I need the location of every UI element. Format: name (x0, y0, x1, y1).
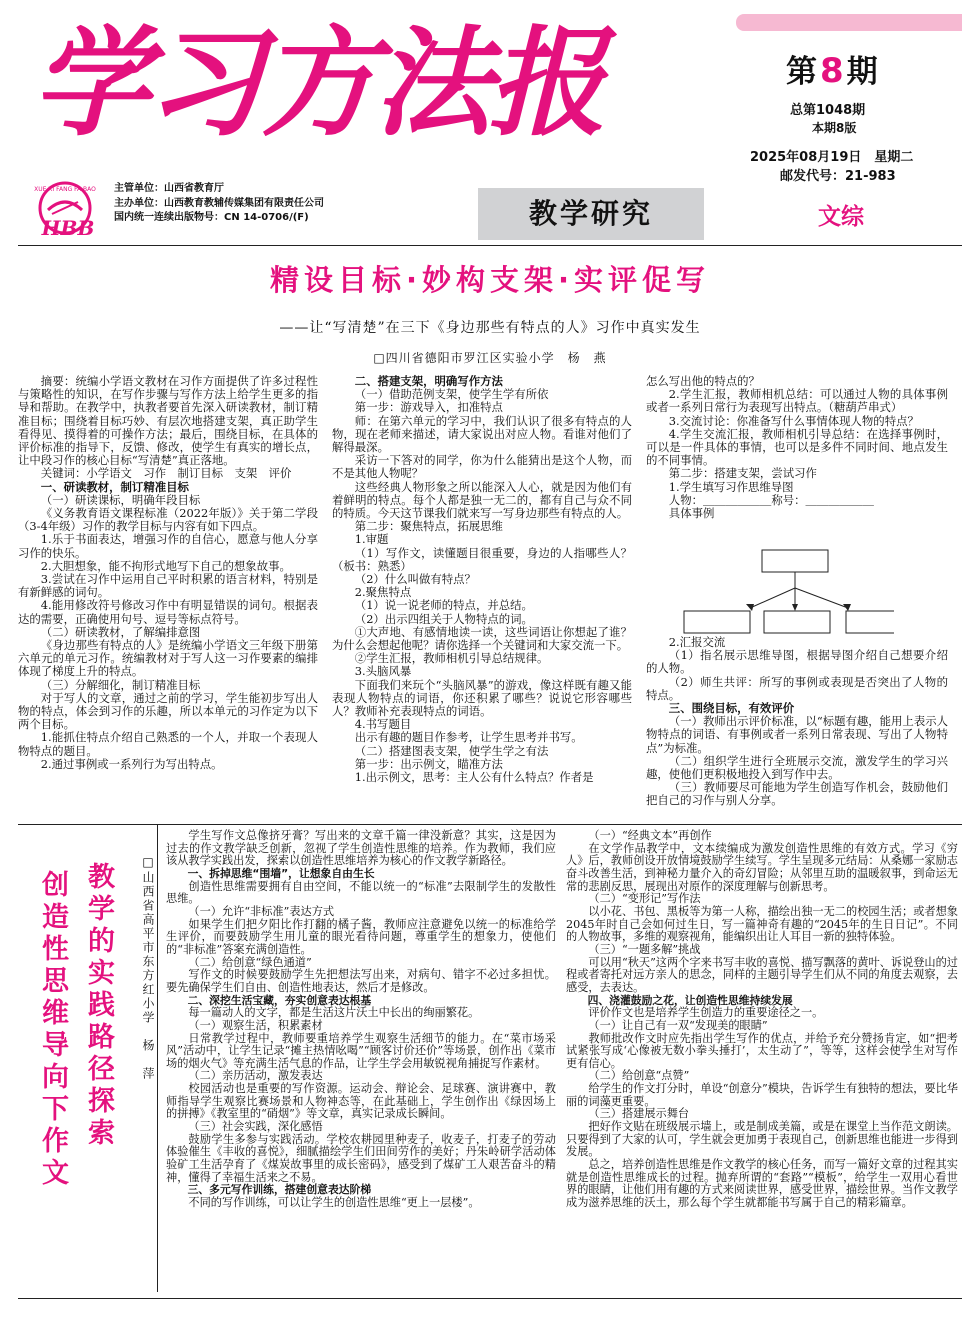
paragraph: （2）师生共评：所写的事例或表现是否突出了人物的特点。 (646, 674, 948, 702)
paragraph: 2.大胆想象，能不拘形式地写下自己的想象故事。 (40, 558, 291, 573)
paragraph: ②学生汇报，教师相机引导总结规律。 (354, 651, 549, 666)
paragraph: 把好作文贴在班级展示墙上，或是制成美篇，或是在课堂上当作范文朗读。只要得到了大家的认可，学生就会更加勇于表现自己，创新思维也能进一步得到发展。 (566, 1120, 958, 1159)
subject-label: 文综 (818, 204, 864, 230)
paragraph: （一）教师出示评价标准，以“标题有趣，能用上表示人物特点的词语、有事例或者一系列日常表现、写出了人物特点”为标准。 (646, 714, 948, 755)
paragraph: 三、围绕目标，有效评价 (668, 701, 795, 716)
paragraph: 一、拆掉思维“围墙”，让想象自由生长 (187, 866, 375, 880)
paragraph: 如果学生们把夕阳比作打翻的橘子酱，教师应注意避免以统一的标准给学生评价，而要鼓励学生用儿童的眼光看待问题，尊重学生的想象力，使他们的“非标准”答案充满创造性。 (166, 917, 556, 956)
paragraph: （二）组织学生进行全班展示交流，激发学生的学习兴趣，使他们更积极地投入到写作中去。 (646, 753, 948, 782)
paragraph: 第一步：游戏导入，扣准特点 (354, 400, 503, 415)
paragraph: 三、多元写作训练，搭建创意表达阶梯 (187, 1183, 372, 1197)
paragraph: 2.汇报交流 (668, 635, 726, 649)
paragraph: 1.出示例文，思考：主人公有什么特点？作者是 (354, 770, 594, 785)
postal-code: 邮发代号：21-983 (780, 169, 896, 184)
paragraph: 《义务教育语文课程标准（2022年版）》关于第二学段（3-4年级）习作的教学目标与内容有如下四点。 (18, 506, 318, 534)
paragraph: 摘要：统编小学语文教材在习作方面提供了许多过程性与策略性的知识，在写作步骤与写作方法上给学生更多的指导和帮助。在教学中，执教者要首先深入研读教材，制订精准目标；围绕着目标巧妙、有层次地搭建支架，真正助学生看得见、摸得着的可操作方法；最后，围绕目标，在具体的评价标准的指导下，反馈、修改，使学生有真实的增长点，让中段习作的核心目标“写清楚”真正落地。 (18, 374, 318, 468)
article1-column-3-top (646, 375, 948, 520)
paragraph: （1）指名展示思维导图，根据导图介绍自己想要介绍的人物。 (646, 648, 948, 676)
article2-title-part1: 教学的实践路径探索 (83, 862, 114, 1150)
paragraph: 第一步：出示例文，瞄准方法 (354, 756, 503, 771)
paragraph: 可以用“秋天”这两个字来书写丰收的喜悦、描写飘落的黄叶、诉说登山的过程或者寄托对远方亲人的思念，同样的主题引导学生们从不同的角度去观察，去感受，去表达。 (566, 955, 958, 994)
paragraph: （三）搭建展示舞台 (588, 1107, 690, 1121)
paragraph: （2）什么叫做有特点？ (354, 572, 476, 587)
article2-author: □山西省高平市东方红小学 杨 萍 (141, 855, 155, 1081)
paragraph: 写作文的时候要鼓励学生先把想法写出来，对病句、错字不必过多担忧。要先确保学生们自由、创造性地表达，然后才是修改。 (166, 968, 556, 994)
paragraph: 具体事例 (668, 506, 715, 521)
paragraph: 师：在第六单元的学习中，我们认识了很多有特点的人物，现在老师来描述，请大家说出对应人物。看谁对他们了解得最深。 (332, 413, 632, 455)
article1-column-2 (332, 375, 632, 784)
paragraph: （二）研读教材，了解编排意图 (40, 624, 201, 639)
mind-map-branch-box (764, 611, 830, 633)
paragraph: （三）社会实践，深化感悟 (188, 1120, 323, 1134)
paragraph: 4.学生交流汇报，教师相机引导总结：在选择事例时，可以是一件具体的事情，也可以是多件不同时间、地点发生的不同事情。 (646, 426, 948, 468)
paragraph: （三）“一题多解”挑战 (588, 942, 701, 956)
paragraph: 1.乐于书面表达，增强习作的自信心，愿意与他人分享习作的快乐。 (18, 532, 318, 560)
paragraph: 2.聚焦特点 (354, 585, 412, 600)
paragraph: 不同的写作训练，可以让学生的创造性思维“更上一层楼”。 (188, 1196, 480, 1210)
paragraph: （一）“经典文本”再创作 (588, 829, 712, 842)
header-divider (18, 245, 962, 246)
article1-subtitle: ——让“写清楚”在三下《身边那些有特点的人》习作中真实发生 (279, 320, 701, 336)
article1-title: 精设目标·妙构支架·实评促写 (269, 263, 711, 297)
paragraph: 第二步：聚焦特点，拓展思维 (354, 519, 503, 534)
paragraph: 这些经典人物形象之所以能深入人心，就是因为他们有着鲜明的特点。每个人都是独一无二的，都有自己与众不同的特质。今天这节课我们就来写一写身边那些有特点的人。 (332, 479, 632, 521)
paragraph: 出示有趣的题目作参考，让学生思考并书写。 (354, 730, 583, 745)
article1-column-1 (18, 375, 318, 771)
paragraph: 4.书写题目 (354, 717, 412, 732)
paragraph: （二）亲历活动，激发表达 (188, 1069, 323, 1083)
paragraph: 二、深挖生活宝藏，夯实创意表达根基 (187, 993, 372, 1007)
masthead-title: 学习方法报 (32, 14, 603, 152)
article2-column-1 (166, 830, 556, 1210)
paragraph: 《身边那些有特点的人》是统编小学语文三年级下册第六单元的单元习作。统编教材对于写人这一习作要素的编排体现了梯度上升的特点。 (18, 638, 318, 679)
issue-number: 第8期 (786, 51, 878, 91)
paragraph: （三）教师要尽可能地为学生创造写作机会，鼓励他们把自己的习作与别人分享。 (646, 780, 948, 808)
paragraph: 1.审题 (354, 532, 389, 547)
publisher-line: 国内统一连续出版物号：CN 14-0706/(F) (114, 212, 309, 223)
paragraph: 4.能用修改符号修改习作中有明显错误的词句。根据表达的需要，正确使用句号、逗号等标点符号。 (18, 598, 318, 626)
paragraph: （二）给创意“点赞” (588, 1069, 690, 1083)
paragraph: 鼓励学生多参与实践活动。学校农耕园里种麦子，收麦子，打麦子的劳动体验催生《丰收的喜悦》，细腻描绘学生们田间劳作的美好；丹朱岭研学活动体验矿工生活孕育了《煤炭故事里的成长密码》，感受到了煤矿工人艰苦奋斗的精神，懂得了幸福生活来之不易。 (166, 1132, 556, 1184)
mind-map-branch-box (846, 611, 894, 633)
paragraph: 3.交流讨论：你准备写什么事情体现人物的特点？ (668, 413, 919, 428)
paragraph: 2.通过事例或一系列行为写出特点。 (40, 756, 223, 771)
paragraph: （一）借助范例支架，使学生学有所依 (354, 387, 549, 402)
newspaper-logo (20, 180, 110, 238)
logo-arc-text: XUE XI FANG FA BAO (34, 186, 96, 193)
paragraph: （二）搭建图表支架，使学生学之有法 (354, 743, 549, 758)
paragraph: （二）“变形记”写作法 (588, 892, 701, 906)
paragraph: 一、研读教材，制订精准目标 (40, 479, 189, 494)
paragraph: 3.尝试在习作中运用自己平时积累的语言材料，特别是有新鲜感的词句。 (18, 572, 318, 600)
paragraph: （一）让自己有一双“发现美的眼睛” (588, 1018, 768, 1032)
paragraph: （1）说一说老师的特点，并总结。 (354, 598, 533, 613)
paragraph: 学生写作文总像挤牙膏？写出来的文章千篇一律没新意？其实，这是因为过去的作文教学缺乏创新，忽视了学生创造性思维的培养。作为教师，我们应该从教学实践出发，探索以创造性思维培养为核心的作文教学新路径。 (166, 829, 556, 868)
paragraph: （一）观察生活，积累素材 (188, 1018, 323, 1032)
paragraph: 人物：＿＿＿＿＿＿称号：＿＿＿＿＿＿ (668, 492, 874, 507)
paragraph: 评价作文也是培养学生创造力的重要途径之一。 (588, 1006, 824, 1020)
paragraph: 1.学生填写习作思维导图 (668, 479, 794, 494)
section-name: 教学研究 (478, 188, 704, 240)
footer-divider (18, 1298, 962, 1299)
article1-author: □四川省德阳市罗江区实验小学 杨 燕 (373, 351, 607, 365)
publisher-line: 主办单位：山西教育教辅传媒集团有限责任公司 (114, 197, 324, 209)
paragraph: （二）给创意“绿色通道” (188, 955, 312, 969)
issue-date: 2025年08月19日 星期二 (750, 150, 914, 165)
paragraph: 第二步：搭建支架，尝试习作 (668, 466, 817, 481)
paragraph: 给学生的作文打分时，单设“创意分”模块，告诉学生有独特的想法，要比华丽的词藻更重要。 (566, 1082, 958, 1108)
issue-total: 总第1048期 (790, 103, 866, 118)
publisher-info (114, 182, 474, 226)
paragraph: 在文学作品教学中，文本续编成为激发创造性思维的有效方式。学习《穷人》后，教师创设开放情境鼓励学生续写。学生呈现多元结局：从桑娜一家励志奋斗改善生活，到神秘力量介入的奇幻冒险；从邻里互助的温暖叙事，到命运无常的悲剧反思，展现出对原作的深度理解与创新思考。 (566, 841, 958, 893)
paragraph: 对于写人的文章，通过之前的学习，学生能初步写出人物的特点，体会到习作的乐趣，所以本单元的习作定为以下两个目标。 (18, 690, 318, 732)
article-divider (18, 824, 962, 825)
paragraph: 创造性思维需要拥有自由空间，不能以统一的“标准”去限制学生的发散性思维。 (166, 879, 556, 906)
paragraph: 3.头脑风暴 (354, 664, 412, 679)
paragraph: 1.能抓住特点介绍自己熟悉的一个人，并取一个表现人物特点的题目。 (18, 730, 318, 758)
paragraph: 总之，培养创造性思维是作文教学的核心任务，而写一篇好文章的过程其实就是创造性思维成长的过程。抛弃所谓的“套路”“模板”，给学生一双用心看世界的眼睛，让他们用有趣的方式来阅读世界，感受世界，描绘世界。当作文教学成为滋养思维的沃土，那么每个学生就都能书写属于自己的精彩篇章。 (566, 1158, 958, 1210)
publisher-line: 主管单位：山西省教育厅 (114, 183, 224, 194)
logo-abbr: HBB (41, 216, 95, 238)
paragraph: 四、浇灌鼓励之花，让创造性思维持续发展 (587, 993, 793, 1007)
article1-column-3-bottom (646, 636, 948, 808)
paragraph: 下面我们来玩个“头脑风暴”的游戏，像这样既有趣又能表现人物特点的词语，你还积累了哪些？说说它形容哪些人？教师补充表现特点的词语。 (332, 677, 632, 719)
paragraph: （一）允许“非标准”表达方式 (188, 904, 335, 918)
paragraph: 关键词：小学语文 习作 制订目标 支架 评价 (40, 466, 292, 481)
paragraph: 2.学生汇报，教师相机总结：可以通过人物的具体事例或者一系列日常行为表现写出特点。（糖葫芦串式） (646, 387, 948, 415)
paragraph: ①大声地、有感情地读一读，这些词语让你想起了谁？为什么会想起他呢？请你选择一个关键词和大家交流一下。 (332, 624, 632, 653)
paragraph: （一）研读课标，明确年段目标 (40, 492, 201, 507)
paragraph: （2）出示四组关于人物特点的词。 (354, 611, 533, 626)
paragraph: （三）分解细化，制订精准目标 (40, 677, 201, 692)
paragraph: （1）写作文，读懂题目很重要，身边的人指哪些人？（板书：熟悉） (332, 545, 632, 573)
issue-pages: 本期8版 (812, 121, 857, 135)
article2-column-2 (566, 830, 958, 1210)
paragraph: 采访一下答对的同学，你为什么能猜出是这个人物，而不是其他人物呢？ (332, 453, 632, 481)
mind-map-branch-box (684, 611, 750, 633)
paragraph: 怎么写出他的特点的？ (646, 374, 760, 388)
article2-title-part2: 创造性思维导向下作文 (37, 870, 68, 1190)
decorative-bar (736, 14, 962, 31)
paragraph: 日常教学过程中，教师要重培养学生观察生活细节的能力。在“菜市场采风”活动中，让学生记录“摊主热情吆喝”“顾客讨价还价”等场景，创作出《菜市场的烟火气》等充满生活气息的作品，让学生学会用敏锐视角捕捉写作素材。 (166, 1031, 556, 1070)
paragraph: 每一篇动人的文字，都是生活这片沃土中长出的绚丽繁花。 (188, 1006, 480, 1020)
column-divider (157, 825, 158, 1292)
paragraph: 校园活动也是重要的写作资源。运动会、辩论会、足球赛、演讲赛中，教师指导学生观察比赛场景和人物神态等，在此基础上，学生创作出《绿因场上的拼搏》《教室里的“硝烟”》等文章，真实记录成长瞬间。 (166, 1082, 556, 1121)
paragraph: 教师批改作文时应先指出学生写作的优点，并给予充分赞扬肯定，如“把考试紧张写成‘心像被无数小拳头捶打’，太生动了”，等等，这样会使学生对写作更有信心。 (566, 1031, 958, 1070)
paragraph: 以小花、书包、黑板等为第一人称，描绘出独一无二的校园生活；或者想象2045年时自己会如何过生日，写一篇神奇有趣的“2045年的生日日记”。不同的人物故事，多维的观察视角，能编织出让人耳目一新的独特体验。 (566, 904, 958, 944)
mind-map-root-box (762, 550, 828, 572)
paragraph: 二、搭建支架，明确写作方法 (354, 374, 503, 388)
